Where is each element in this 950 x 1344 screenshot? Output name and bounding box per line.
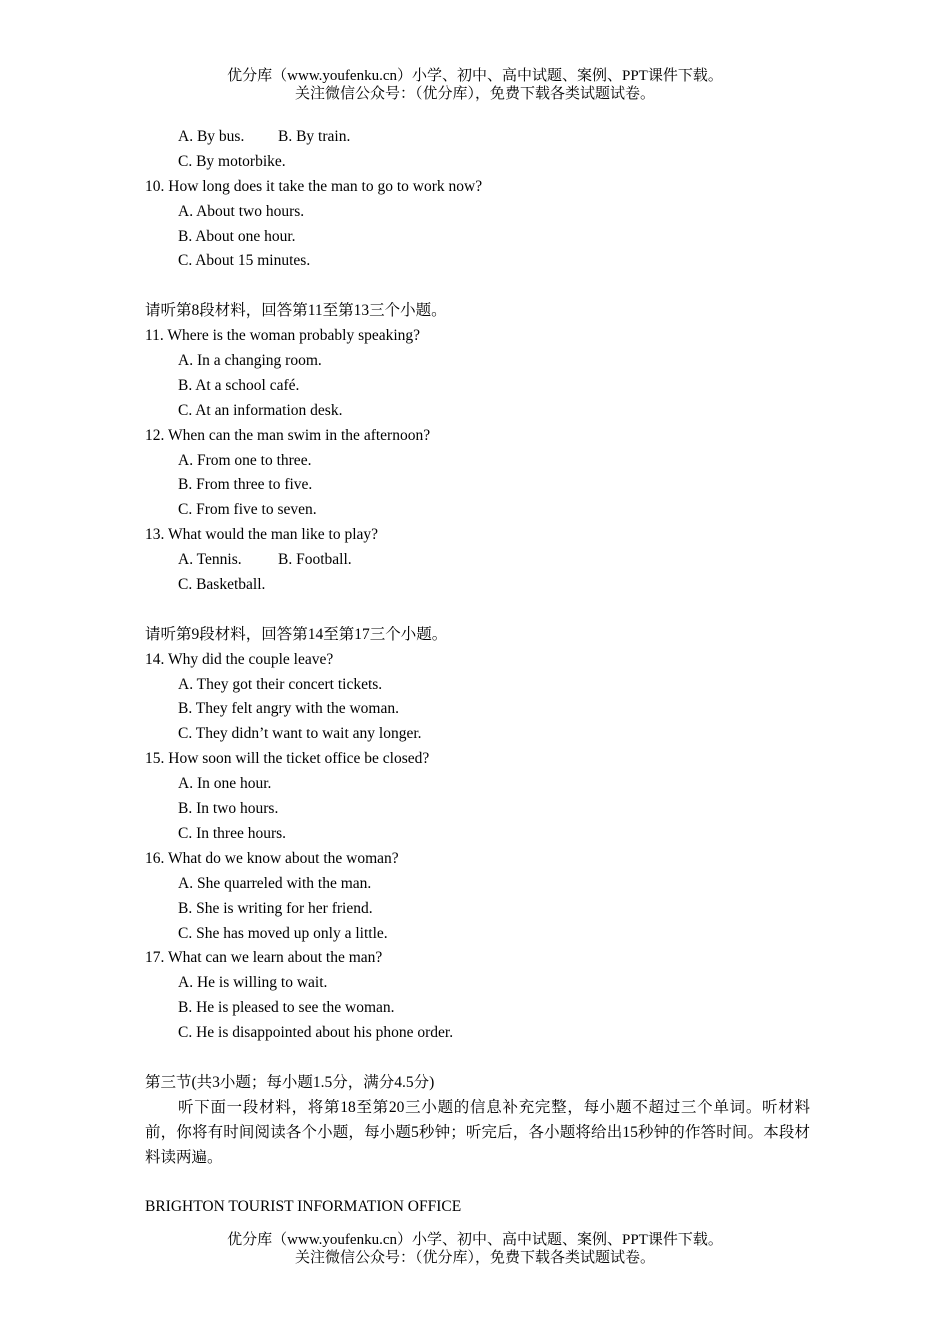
question-9-option-c: C. By motorbike. xyxy=(178,152,286,170)
question-13-option-a: A. Tennis. xyxy=(178,551,242,569)
question-9-options-ab xyxy=(145,125,810,150)
question-17: 17. What can we learn about the man? xyxy=(145,949,383,967)
question-15-option-c: C. In three hours. xyxy=(178,824,287,842)
question-13-option-b: B. Football. xyxy=(278,551,352,569)
question-10-option-a: A. About two hours. xyxy=(178,202,305,220)
question-13-options-ab xyxy=(145,548,810,573)
question-14: 14. Why did the couple leave? xyxy=(145,650,334,668)
question-9-option-b: B. By train. xyxy=(278,128,351,145)
question-14-option-b: B. They felt angry with the woman. xyxy=(178,700,399,718)
question-15: 15. How soon will the ticket office be closed? xyxy=(145,750,430,768)
question-9-option-a: A. By bus. xyxy=(178,128,245,145)
footer-line-1: 优分库（www.youfenku.cn）小学、初中、高中试题、案例、PPT课件下载。 xyxy=(227,1232,723,1248)
section-8-intro: 请听第8段材料，回答第11至第13三个小题。 xyxy=(145,302,447,320)
question-14-option-a: A. They got their concert tickets. xyxy=(178,675,383,693)
question-12: 12. When can the man swim in the afternoon? xyxy=(145,426,431,444)
question-16-option-b: B. She is writing for her friend. xyxy=(178,899,373,917)
question-10-option-c: C. About 15 minutes. xyxy=(178,252,311,270)
question-17-option-c: C. He is disappointed about his phone order. xyxy=(178,1024,454,1042)
question-10-option-b: B. About one hour. xyxy=(178,227,296,245)
question-11-option-c: C. At an information desk. xyxy=(178,401,343,419)
question-15-option-a: A. In one hour. xyxy=(178,775,272,793)
question-13: 13. What would the man like to play? xyxy=(145,526,379,544)
office-title: BRIGHTON TOURIST INFORMATION OFFICE xyxy=(145,1198,462,1216)
part-3-instructions: 听下面一段材料，将第18至第20三小题的信息补充完整，每小题不超过三个单词。听材料前，你将有时间阅读各个小题，每小题5秒钟；听完后，各小题将给出15秒钟的作答时间。本段材料读两遍。 xyxy=(145,1098,810,1166)
question-16-option-a: A. She quarreled with the man. xyxy=(178,874,372,892)
question-11-option-a: A. In a changing room. xyxy=(178,352,322,370)
section-9-intro: 请听第9段材料，回答第14至第17三个小题。 xyxy=(145,625,448,643)
question-16: 16. What do we know about the woman? xyxy=(145,849,399,867)
question-12-option-b: B. From three to five. xyxy=(178,476,313,494)
question-13-option-c: C. Basketball. xyxy=(178,576,266,594)
question-10: 10. How long does it take the man to go to work now? xyxy=(145,177,483,195)
footer-line-2: 关注微信公众号：（优分库），免费下载各类试题试卷。 xyxy=(294,1250,655,1266)
question-14-option-c: C. They didn’t want to wait any longer. xyxy=(178,725,422,743)
page-header xyxy=(0,67,950,103)
header-line-2: 关注微信公众号：（优分库），免费下载各类试题试卷。 xyxy=(294,86,655,102)
question-12-option-a: A. From one to three. xyxy=(178,451,312,469)
exam-content xyxy=(145,125,810,1220)
header-line-1: 优分库（www.youfenku.cn）小学、初中、高中试题、案例、PPT课件下载。 xyxy=(227,68,723,84)
question-11: 11. Where is the woman probably speaking? xyxy=(145,327,421,345)
page-footer xyxy=(0,1231,950,1267)
question-17-option-b: B. He is pleased to see the woman. xyxy=(178,999,395,1017)
question-16-option-c: C. She has moved up only a little. xyxy=(178,924,388,942)
question-17-option-a: A. He is willing to wait. xyxy=(178,974,328,992)
question-15-option-b: B. In two hours. xyxy=(178,800,279,818)
part-3-title: 第三节(共3小题；每小题1.5分，满分4.5分) xyxy=(145,1073,435,1091)
question-11-option-b: B. At a school café. xyxy=(178,376,300,394)
question-12-option-c: C. From five to seven. xyxy=(178,501,317,519)
